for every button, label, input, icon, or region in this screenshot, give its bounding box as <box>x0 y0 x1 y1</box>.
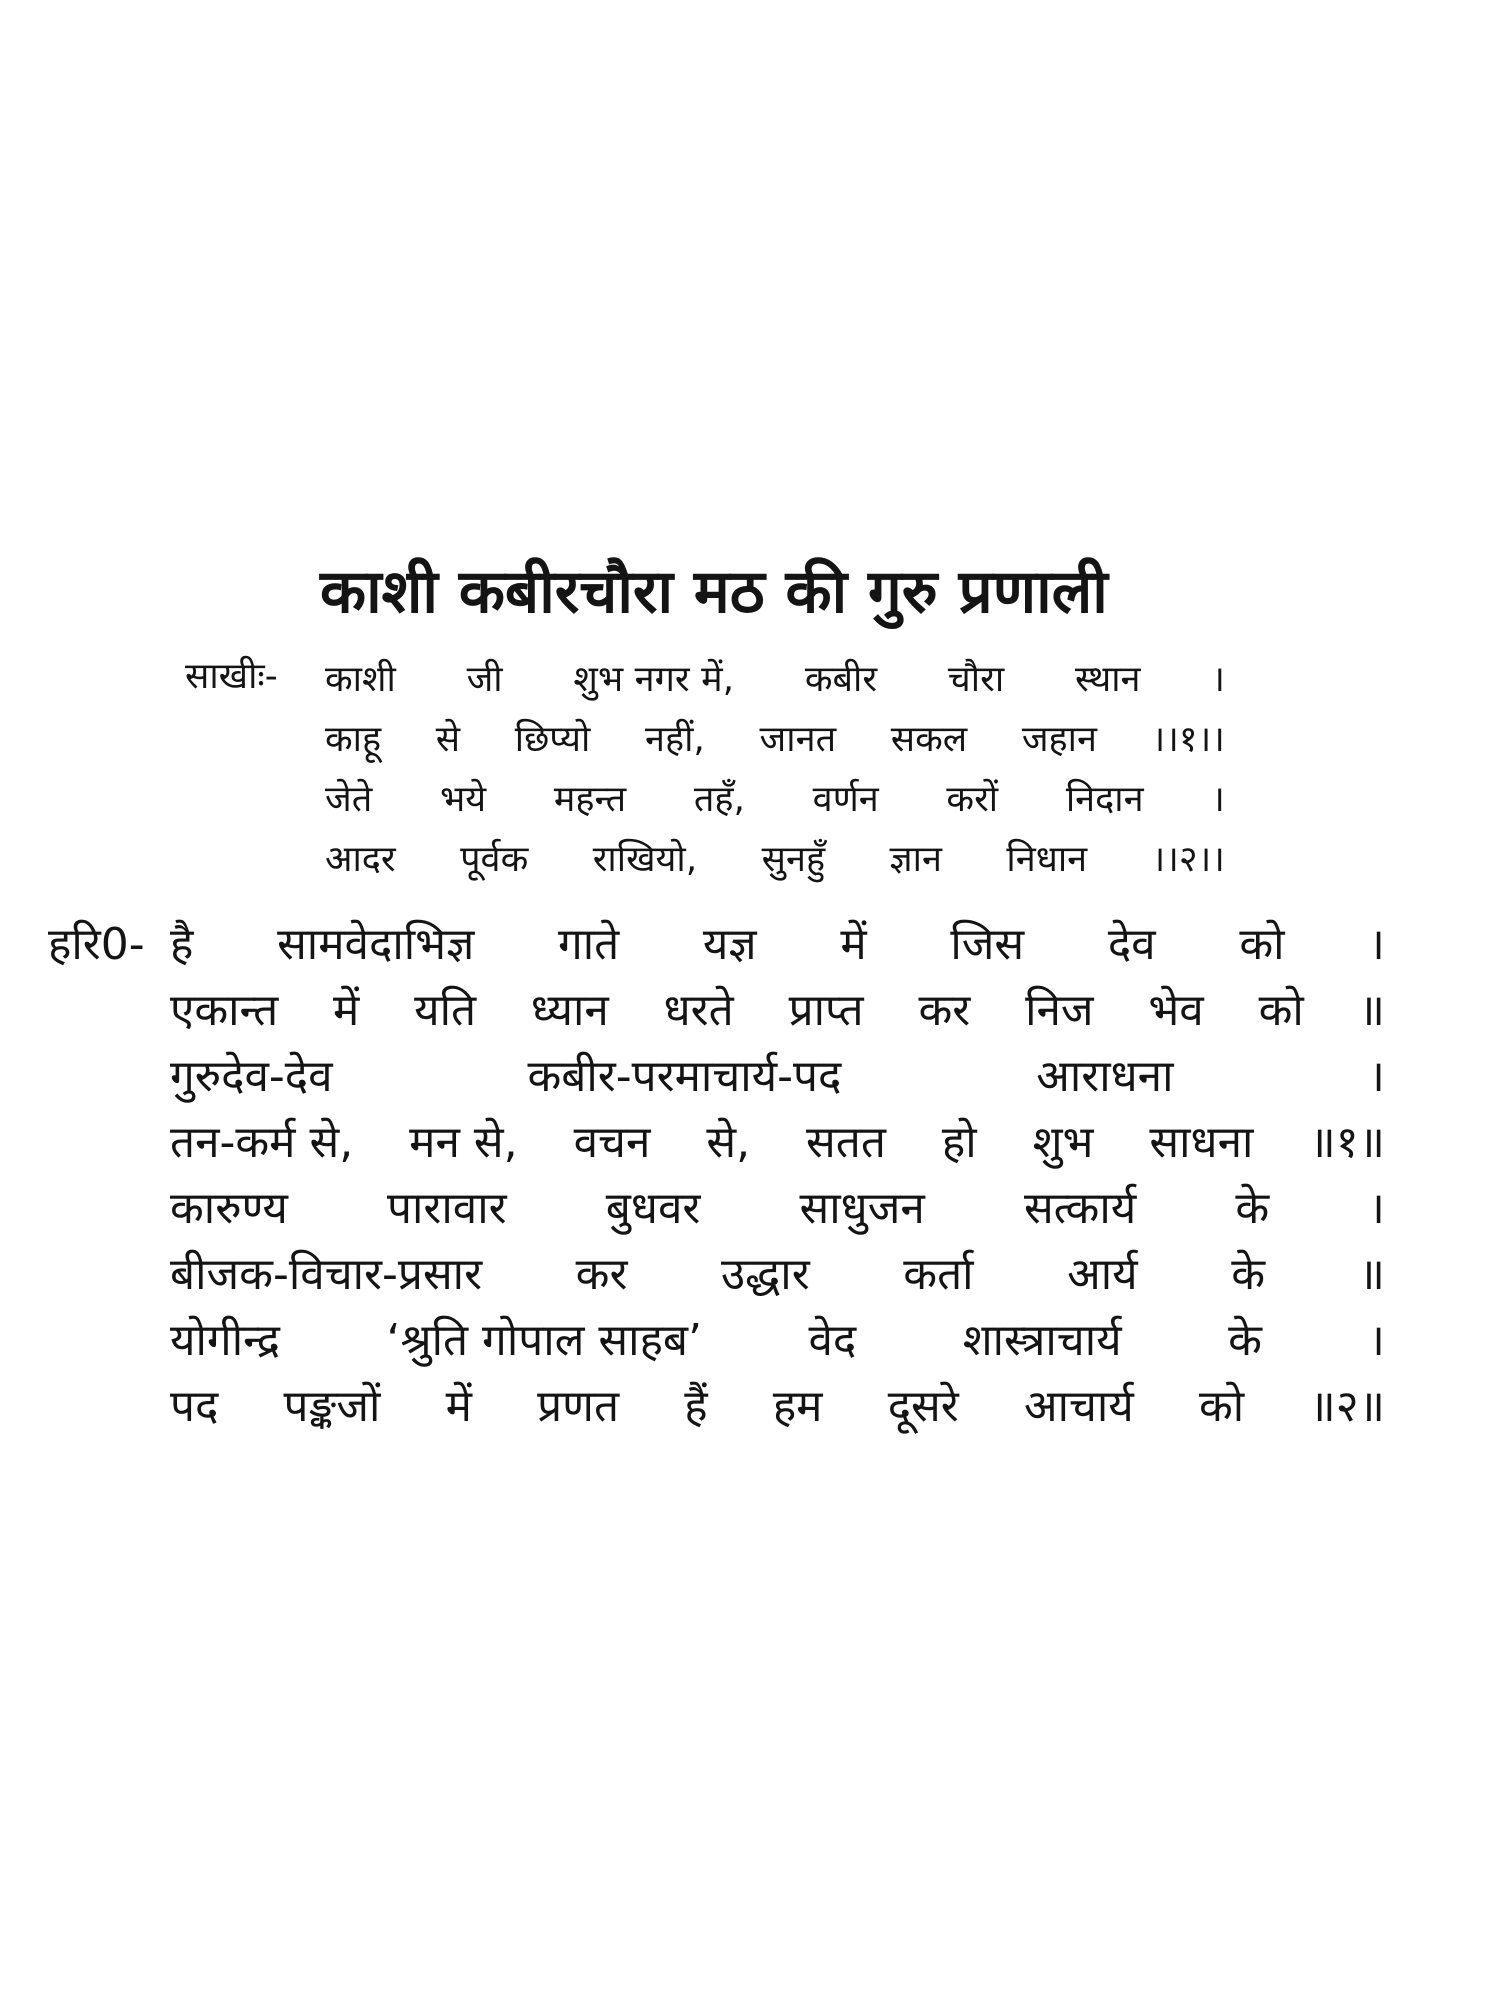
verse-word: यति <box>414 985 477 1036</box>
sakhi-line <box>325 770 1225 830</box>
verse-word: आदर <box>325 839 396 880</box>
verse-word: को <box>1258 985 1304 1036</box>
verse-word: वेद <box>808 1315 857 1366</box>
verse-word: कर <box>918 985 971 1036</box>
harigitika-label: हरि0- <box>48 919 145 970</box>
verse-word: गुरुदेव-देव <box>170 1051 333 1102</box>
verse-word: । <box>1368 1315 1385 1366</box>
verse-line <box>170 978 1385 1044</box>
verse-word: ॥ <box>1358 985 1385 1036</box>
verse-word: हम <box>772 1381 823 1432</box>
verse-word: एकान्त <box>170 985 279 1036</box>
verse-word: महन्त <box>553 779 627 820</box>
verse-word: से, <box>706 1117 751 1168</box>
verse-word: में <box>445 1381 472 1432</box>
verse-word: साधना <box>1149 1117 1254 1168</box>
verse-word: तन-कर्म से, <box>170 1117 354 1168</box>
verse-word: । <box>1211 779 1225 820</box>
verse-word: पङ्कजों <box>283 1381 381 1432</box>
verse-word: । <box>1368 919 1385 970</box>
verse-word: सत्कार्य <box>1023 1183 1137 1234</box>
verse-word: हो <box>941 1117 977 1168</box>
verse-word: दूसरे <box>887 1381 959 1432</box>
verse-word: चौरा <box>947 659 1005 700</box>
verse-word: धरते <box>663 985 734 1036</box>
verse-word: काहू <box>325 719 382 760</box>
verse-word: ‘श्रुति गोपाल साहब’ <box>386 1315 703 1366</box>
verse-word: कबीर <box>804 659 878 700</box>
verse-word: । <box>1211 659 1225 700</box>
verse-word: उद्धार <box>721 1249 810 1300</box>
verse-word: तहँ, <box>693 779 745 820</box>
verse-word: है <box>170 919 194 970</box>
verse-word: आर्य <box>1067 1249 1138 1300</box>
verse-word: ।।२।। <box>1151 839 1225 880</box>
sakhi-line <box>325 710 1225 770</box>
verse-word: बीजक-विचार-प्रसार <box>170 1249 483 1300</box>
verse-word: वचन <box>573 1117 651 1168</box>
verse-word: पूर्वक <box>460 839 529 880</box>
verse-word: यज्ञ <box>702 919 757 970</box>
verse-word: काशी <box>325 659 396 700</box>
verse-word: में <box>840 919 867 970</box>
harigitika-verse <box>170 912 1385 1440</box>
verse-line <box>170 1308 1385 1374</box>
verse-word: कर <box>575 1249 628 1300</box>
verse-word: के <box>1228 1315 1262 1366</box>
verse-word: स्थान <box>1074 659 1141 700</box>
verse-word: पारावार <box>387 1183 507 1234</box>
verse-word: के <box>1231 1249 1266 1300</box>
verse-word: सतत <box>806 1117 886 1168</box>
sakhi-line <box>325 650 1225 710</box>
verse-word: ।।१।। <box>1151 719 1225 760</box>
verse-line <box>170 1110 1385 1176</box>
verse-word: प्राप्त <box>788 985 864 1036</box>
verse-word: हैं <box>684 1381 708 1432</box>
verse-word: जी <box>466 659 503 700</box>
verse-word: योगीन्द्र <box>170 1315 281 1366</box>
verse-word: भेव <box>1148 985 1204 1036</box>
verse-word: जहान <box>1021 719 1097 760</box>
verse-word: जेते <box>325 779 373 820</box>
verse-word: आचार्य <box>1023 1381 1134 1432</box>
verse-word: शुभ नगर में, <box>573 659 735 700</box>
verse-word: पद <box>170 1381 219 1432</box>
verse-word: करों <box>946 779 999 820</box>
verse-word: नहीं, <box>645 719 705 760</box>
verse-word: में <box>332 985 360 1036</box>
verse-word: प्रणत <box>537 1381 620 1432</box>
verse-word: सकल <box>890 719 968 760</box>
verse-word: कबीर-परमाचार्य-पद <box>527 1051 842 1102</box>
verse-word: । <box>1368 1051 1385 1102</box>
verse-word: शुभ <box>1032 1117 1094 1168</box>
verse-word: ज्ञान <box>889 839 942 880</box>
verse-line <box>170 1176 1385 1242</box>
verse-word: । <box>1368 1183 1385 1234</box>
verse-word: को <box>1199 1381 1245 1432</box>
verse-word: ॥२॥ <box>1309 1381 1385 1432</box>
verse-word: कर्ता <box>903 1249 974 1300</box>
verse-word: निज <box>1025 985 1094 1036</box>
verse-word: भये <box>439 779 487 820</box>
sakhi-label: साखीः- <box>185 656 278 697</box>
verse-word: को <box>1239 919 1285 970</box>
verse-line <box>170 912 1385 978</box>
verse-word: जानत <box>759 719 837 760</box>
verse-line <box>170 1044 1385 1110</box>
verse-word: राखियो, <box>592 839 698 880</box>
verse-word: ॥१॥ <box>1309 1117 1385 1168</box>
verse-word: सुनहुँ <box>761 839 826 880</box>
verse-word: शास्त्राचार्य <box>962 1315 1122 1366</box>
verse-word: बुधवर <box>605 1183 701 1234</box>
verse-word: निधान <box>1006 839 1088 880</box>
sakhi-line <box>325 830 1225 890</box>
verse-word: सामवेदाभिज्ञ <box>277 919 475 970</box>
verse-word: ध्यान <box>530 985 609 1036</box>
verse-word: के <box>1235 1183 1270 1234</box>
verse-word: निदान <box>1065 779 1144 820</box>
verse-word: से <box>435 719 461 760</box>
sakhi-verse <box>325 650 1225 890</box>
verse-word: जिस <box>950 919 1025 970</box>
verse-word: देव <box>1107 919 1156 970</box>
verse-line <box>170 1242 1385 1308</box>
verse-word: छिप्यो <box>514 719 591 760</box>
verse-word: ॥ <box>1358 1249 1385 1300</box>
verse-line <box>170 1374 1385 1440</box>
verse-word: आराधना <box>1036 1051 1174 1102</box>
verse-word: मन से, <box>409 1117 518 1168</box>
verse-word: गाते <box>557 919 620 970</box>
verse-word: कारुण्य <box>170 1183 288 1234</box>
verse-word: वर्णन <box>812 779 879 820</box>
page-title: काशी कबीरचौरा मठ की गुरु प्रणाली <box>320 557 1108 627</box>
verse-word: साधुजन <box>799 1183 925 1234</box>
